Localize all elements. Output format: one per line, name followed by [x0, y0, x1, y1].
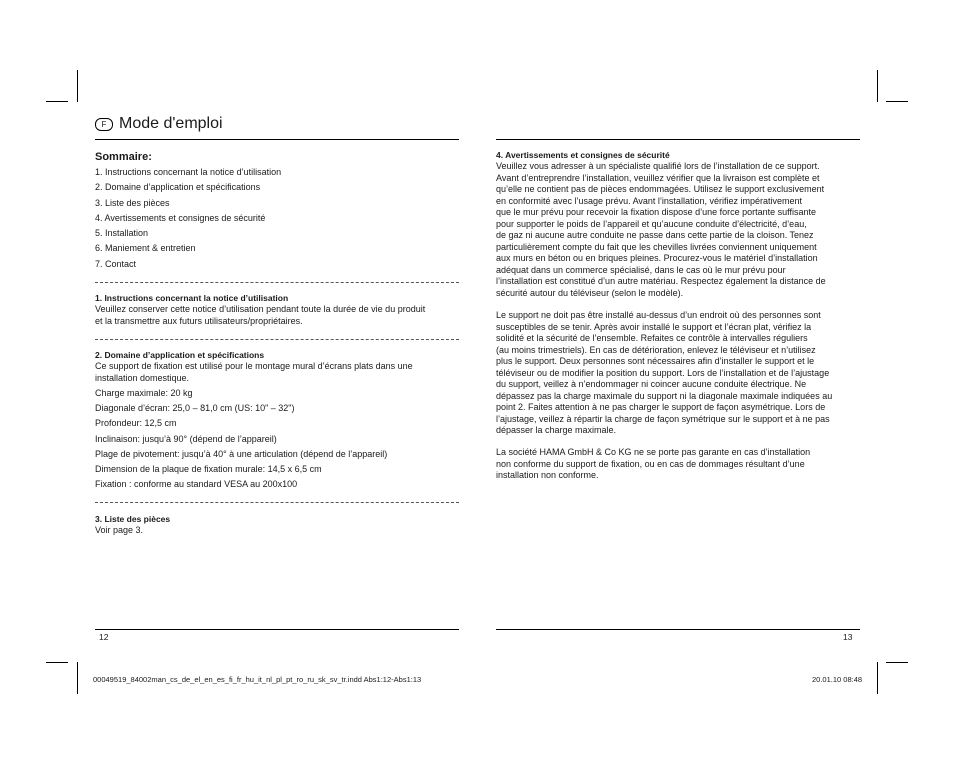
page-header — [95, 114, 223, 134]
body-line: aux murs en béton ou en briques pleines. Procurez-vous le matériel d’installation — [496, 253, 818, 263]
paragraph — [496, 447, 810, 482]
body-line: du support, veillez à n’endommager ni coincer aucune conduite électrique. Ne — [496, 379, 807, 389]
spec-item: Diagonale d’écran: 25,0 – 81,0 cm (US: 10" – 32") — [95, 403, 295, 414]
toc-heading: Sommaire: — [95, 151, 152, 163]
toc-item: 2. Domaine d’application et spécifications — [95, 182, 261, 193]
page-number-left: 12 — [99, 632, 109, 642]
footer-rule-left — [95, 629, 459, 630]
body-line: Le support ne doit pas être installé au-dessus d’un endroit où des personnes sont — [496, 310, 821, 320]
body-line: téléviseur ou de modifier la position du support. Lors de l’installation et de l’ajustage — [496, 367, 830, 378]
language-badge: F — [95, 118, 113, 131]
body-line: pour supporter le poids de l’appareil et qu’aucune conduite d’électricité, d’eau, — [496, 218, 807, 229]
print-file-info: 00049519_84002man_cs_de_el_en_es_fi_fr_hu_it_nl_pl_pt_ro_ru_sk_sv_tr.indd Abs1:12-Abs1:13 — [93, 675, 422, 684]
body-line: qu’elle ne contient pas de pièces endommagées. Utilisez le support exclusivement — [496, 184, 825, 194]
section-2 — [95, 350, 413, 384]
crop-mark — [77, 662, 78, 694]
toc-item: 7. Contact — [95, 258, 137, 269]
body-line: que le mur prévu pour recevoir la fixation dispose d’une force portante suffisante — [496, 207, 817, 217]
body-line: et la transmettre aux futurs utilisateurs/propriétaires. — [95, 315, 303, 326]
paragraph — [496, 161, 826, 299]
body-line: dépassez pas la charge maximale du support ni la diagonale maximale indiquées au — [496, 390, 833, 401]
section-3 — [95, 514, 170, 537]
crop-mark — [46, 662, 68, 663]
header-rule-left — [95, 139, 459, 140]
toc-item: 6. Maniement & entretien — [95, 243, 196, 254]
toc-item: 3. Liste des pièces — [95, 197, 170, 208]
section-heading: 1. Instructions concernant la notice d’utilisation — [95, 293, 289, 303]
body-line: particulièrement compte du fait que les chevilles livrées conviennent uniquement — [496, 241, 817, 252]
section-1 — [95, 293, 425, 327]
table-of-contents — [95, 166, 281, 273]
spec-item: Charge maximale: 20 kg — [95, 388, 193, 398]
print-timestamp: 20.01.10 08:48 — [812, 675, 863, 684]
section-divider — [95, 282, 459, 283]
crop-mark — [877, 662, 878, 694]
body-line: l’installation est constitué d’un autre matériau. Respectez également la distance de — [496, 276, 826, 286]
body-line: plus le support. Deux personnes sont nécessaires afin d’installer le support et le — [496, 356, 815, 366]
spec-item: Plage de pivotement: jusqu’à 40° à une articulation (dépend de l’appareil) — [95, 448, 388, 459]
specifications-list — [95, 387, 387, 493]
body-line: l’ajustage, veillez à répartir la charge de façon symétrique sur le support et à ne pas — [496, 413, 830, 424]
paragraph — [496, 310, 832, 437]
spec-item: Inclinaison: jusqu’à 90° (dépend de l’appareil) — [95, 433, 277, 444]
body-line: Voir page 3. — [95, 525, 144, 535]
toc-item: 5. Installation — [95, 228, 149, 239]
page-number-right: 13 — [843, 632, 853, 642]
header-rule-right — [496, 139, 860, 140]
body-line: sécurité autour du téléviseur (selon le modèle). — [496, 287, 684, 298]
footer-rule-right — [496, 629, 860, 630]
body-line: installation non conforme. — [496, 470, 599, 480]
body-line: dépasser la charge maximale. — [496, 425, 617, 435]
body-line: de gaz ni aucune autre conduite ne passe dans cette partie de la cloison. Tenez — [496, 230, 814, 240]
section-heading: 2. Domaine d’application et spécifications — [95, 350, 265, 360]
body-line: Veuillez vous adresser à un spécialiste qualifié lors de l’installation de ce support. — [496, 161, 820, 171]
body-line: non conforme du support de fixation, ou en cas de dommages résultant d’une — [496, 458, 805, 469]
crop-mark — [877, 70, 878, 102]
spec-item: Profondeur: 12,5 cm — [95, 418, 177, 429]
crop-mark — [77, 70, 78, 102]
toc-item: 4. Avertissements et consignes de sécurité — [95, 212, 266, 223]
page-title: Mode d'emploi — [119, 115, 223, 132]
section-4 — [496, 150, 826, 299]
body-line: en conformité avec l’usage prévu. Avant l’installation, vérifiez impérativement — [496, 195, 802, 206]
spec-item: Fixation : conforme au standard VESA au 200x100 — [95, 479, 298, 490]
toc-item: 1. Instructions concernant la notice d’utilisation — [95, 167, 282, 177]
body-line: installation domestique. — [95, 372, 190, 383]
crop-mark — [886, 662, 908, 663]
body-line: adéquat dans un commerce spécialisé, dans le cas où le mur prévu pour — [496, 264, 786, 275]
body-line: Ce support de fixation est utilisé pour le montage mural d’écrans plats dans une — [95, 361, 413, 371]
section-divider — [95, 502, 459, 503]
body-line: point 2. Faites attention à ne pas charger le support de façon asymétrique. Lors de — [496, 402, 826, 412]
crop-mark — [886, 101, 908, 102]
body-line: susceptibles de se tenir. Après avoir installé le support et l’écran plat, vérifiez la — [496, 321, 812, 332]
body-line: Avant d’entreprendre l’installation, veuillez vérifier que la livraison est complète et — [496, 172, 820, 183]
body-line: Veuillez conserver cette notice d’utilisation pendant toute la durée de vie du produit — [95, 304, 426, 314]
body-line: (au moins trimestriels). En cas de détérioration, enlevez le téléviseur et n’utilisez — [496, 344, 816, 355]
body-line: La société HAMA GmbH & Co KG ne se porte pas garante en cas d’installation — [496, 447, 811, 457]
section-divider — [95, 339, 459, 340]
crop-mark — [46, 101, 68, 102]
spec-item: Dimension de la plaque de fixation murale: 14,5 x 6,5 cm — [95, 463, 322, 474]
section-heading: 3. Liste des pièces — [95, 514, 171, 524]
section-heading: 4. Avertissements et consignes de sécurité — [496, 150, 670, 160]
body-line: solidité et la sécurité de l’ensemble. Refaites ce contrôle à intervalles réguliers — [496, 333, 808, 343]
